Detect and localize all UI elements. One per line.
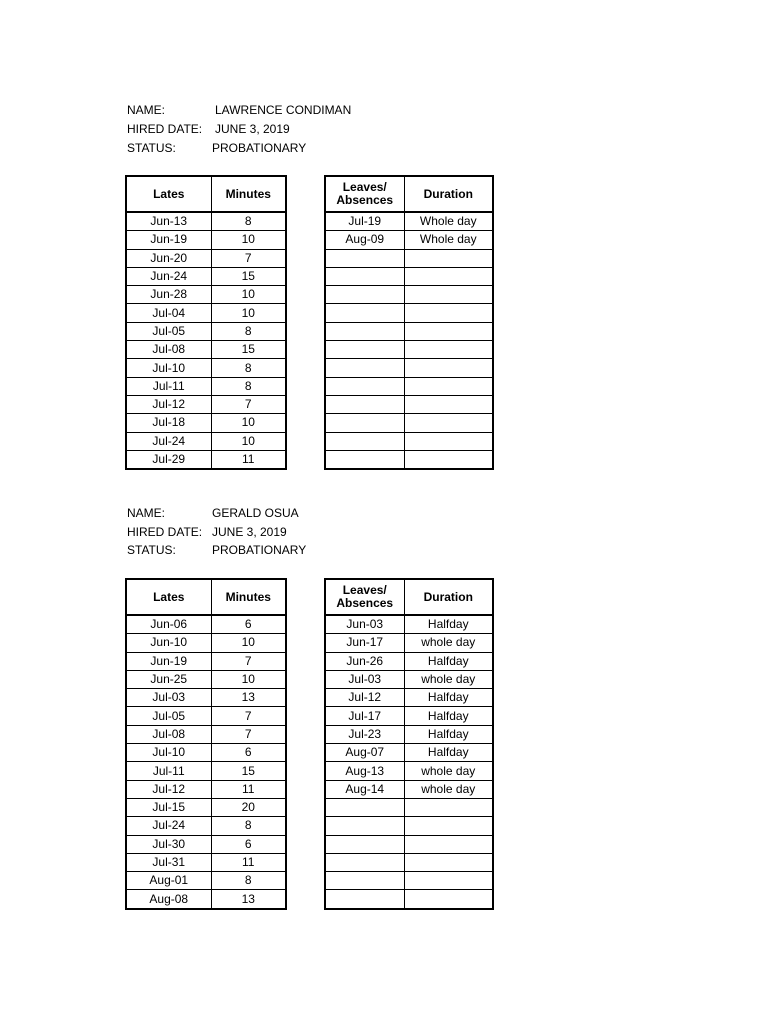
table-row: [126, 432, 286, 450]
table-row: [126, 689, 286, 707]
date-cell: Jul-03: [126, 689, 211, 707]
leaves-table: [324, 578, 494, 910]
hired-date-label: HIRED DATE:: [127, 525, 203, 539]
date-cell: Jul-08: [126, 341, 211, 359]
table-row: [126, 249, 286, 267]
column-header: Duration: [404, 176, 493, 212]
table-row: [126, 286, 286, 304]
date-cell: Jun-26: [325, 652, 404, 670]
name-label: NAME:: [127, 506, 166, 520]
date-cell: Jul-29: [126, 450, 211, 469]
value-cell: Halfday: [404, 615, 493, 634]
value-cell: Whole day: [404, 212, 493, 231]
table-row: [126, 414, 286, 432]
date-cell: [325, 377, 404, 395]
table-row: [325, 670, 493, 688]
value-cell: 10: [211, 634, 286, 652]
value-cell: 15: [211, 267, 286, 285]
date-cell: Jul-18: [126, 414, 211, 432]
value-cell: Halfday: [404, 707, 493, 725]
table-row: [126, 780, 286, 798]
column-header: Minutes: [211, 176, 286, 212]
value-cell: [404, 377, 493, 395]
date-cell: Jun-28: [126, 286, 211, 304]
column-header: Minutes: [211, 579, 286, 615]
date-cell: Jul-12: [126, 395, 211, 413]
date-cell: [325, 359, 404, 377]
date-cell: [325, 341, 404, 359]
date-cell: Jun-20: [126, 249, 211, 267]
value-cell: [404, 286, 493, 304]
value-cell: 8: [211, 377, 286, 395]
date-cell: Jul-23: [325, 725, 404, 743]
table-row: [325, 853, 493, 871]
table-row: [126, 341, 286, 359]
value-cell: [404, 432, 493, 450]
value-cell: Halfday: [404, 652, 493, 670]
hired-date-value: JUNE 3, 2019: [212, 525, 287, 539]
table-row: [126, 872, 286, 890]
value-cell: 7: [211, 652, 286, 670]
value-cell: whole day: [404, 670, 493, 688]
table-row: [126, 231, 286, 249]
date-cell: [325, 286, 404, 304]
value-cell: 8: [211, 359, 286, 377]
value-cell: [404, 450, 493, 469]
table-row: [325, 780, 493, 798]
date-cell: Aug-14: [325, 780, 404, 798]
column-header: Lates: [126, 176, 211, 212]
value-cell: [404, 414, 493, 432]
table-row: [325, 634, 493, 652]
table-row: [325, 835, 493, 853]
table-row: [126, 853, 286, 871]
table-row: [325, 872, 493, 890]
status-value: PROBATIONARY: [212, 141, 307, 155]
date-cell: [325, 395, 404, 413]
employee-name: LAWRENCE CONDIMAN: [215, 103, 352, 117]
table-row: [325, 707, 493, 725]
table-row: [325, 432, 493, 450]
value-cell: [404, 872, 493, 890]
date-cell: Aug-09: [325, 231, 404, 249]
table-row: [126, 450, 286, 469]
value-cell: 7: [211, 725, 286, 743]
date-cell: Aug-01: [126, 872, 211, 890]
date-cell: Jul-17: [325, 707, 404, 725]
status-value: PROBATIONARY: [212, 543, 307, 557]
date-cell: [325, 890, 404, 909]
value-cell: 10: [211, 286, 286, 304]
table-row: [126, 377, 286, 395]
date-cell: Jun-25: [126, 670, 211, 688]
table-row: [325, 744, 493, 762]
date-cell: Aug-07: [325, 744, 404, 762]
value-cell: 6: [211, 835, 286, 853]
date-cell: Jun-19: [126, 231, 211, 249]
column-header: Lates: [126, 579, 211, 615]
date-cell: Jul-12: [126, 780, 211, 798]
column-header: Duration: [404, 579, 493, 615]
value-cell: [404, 853, 493, 871]
hired-date-value: JUNE 3, 2019: [215, 122, 290, 136]
date-cell: Jul-05: [126, 707, 211, 725]
date-cell: Jun-24: [126, 267, 211, 285]
date-cell: [325, 872, 404, 890]
table-row: [126, 725, 286, 743]
table-row: [126, 615, 286, 634]
table-row: [126, 707, 286, 725]
table-header-row: [325, 176, 493, 212]
value-cell: [404, 341, 493, 359]
value-cell: [404, 817, 493, 835]
table-row: [126, 817, 286, 835]
table-row: [325, 286, 493, 304]
date-cell: Jul-10: [126, 744, 211, 762]
table-row: [325, 689, 493, 707]
value-cell: [404, 359, 493, 377]
table-row: [325, 615, 493, 634]
status-label: STATUS:: [127, 141, 176, 155]
table-row: [325, 322, 493, 340]
date-cell: [325, 322, 404, 340]
date-cell: Jul-05: [126, 322, 211, 340]
date-cell: Aug-13: [325, 762, 404, 780]
table-row: [126, 267, 286, 285]
table-row: [126, 798, 286, 816]
column-header: Leaves/ Absences: [325, 579, 404, 615]
value-cell: 7: [211, 395, 286, 413]
value-cell: 7: [211, 707, 286, 725]
table-row: [126, 835, 286, 853]
value-cell: 10: [211, 304, 286, 322]
date-cell: [325, 414, 404, 432]
value-cell: Halfday: [404, 689, 493, 707]
date-cell: Jul-31: [126, 853, 211, 871]
date-cell: Jul-24: [126, 817, 211, 835]
value-cell: 8: [211, 817, 286, 835]
value-cell: 6: [211, 615, 286, 634]
value-cell: [404, 322, 493, 340]
date-cell: Jul-12: [325, 689, 404, 707]
value-cell: [404, 304, 493, 322]
date-cell: Jun-10: [126, 634, 211, 652]
date-cell: Jul-04: [126, 304, 211, 322]
table-row: [325, 212, 493, 231]
value-cell: 11: [211, 780, 286, 798]
date-cell: [325, 798, 404, 816]
value-cell: 11: [211, 853, 286, 871]
table-row: [126, 652, 286, 670]
date-cell: Jun-03: [325, 615, 404, 634]
table-row: [325, 890, 493, 909]
value-cell: [404, 890, 493, 909]
table-row: [325, 249, 493, 267]
date-cell: [325, 267, 404, 285]
table-row: [325, 231, 493, 249]
table-row: [126, 634, 286, 652]
value-cell: whole day: [404, 780, 493, 798]
date-cell: [325, 450, 404, 469]
name-label: NAME:: [127, 103, 166, 117]
table-row: [325, 377, 493, 395]
hired-date-label: HIRED DATE:: [127, 122, 203, 136]
value-cell: [404, 249, 493, 267]
table-row: [126, 890, 286, 909]
value-cell: [404, 835, 493, 853]
table-row: [126, 212, 286, 231]
table-row: [325, 341, 493, 359]
lates-table: [125, 175, 287, 470]
table-row: [325, 450, 493, 469]
date-cell: Jul-30: [126, 835, 211, 853]
value-cell: Halfday: [404, 725, 493, 743]
value-cell: 13: [211, 689, 286, 707]
date-cell: Jul-15: [126, 798, 211, 816]
table-row: [325, 798, 493, 816]
value-cell: 8: [211, 322, 286, 340]
leaves-table: [324, 175, 494, 470]
date-cell: Jun-13: [126, 212, 211, 231]
table-row: [126, 670, 286, 688]
value-cell: [404, 267, 493, 285]
date-cell: Aug-08: [126, 890, 211, 909]
date-cell: Jul-11: [126, 377, 211, 395]
date-cell: Jul-11: [126, 762, 211, 780]
value-cell: 15: [211, 762, 286, 780]
table-row: [325, 395, 493, 413]
lates-table: [125, 578, 287, 910]
table-row: [325, 414, 493, 432]
table-row: [325, 725, 493, 743]
value-cell: Whole day: [404, 231, 493, 249]
date-cell: Jul-03: [325, 670, 404, 688]
value-cell: 10: [211, 670, 286, 688]
value-cell: 10: [211, 231, 286, 249]
value-cell: 8: [211, 212, 286, 231]
date-cell: [325, 835, 404, 853]
value-cell: whole day: [404, 634, 493, 652]
value-cell: [404, 798, 493, 816]
column-header: Leaves/ Absences: [325, 176, 404, 212]
status-label: STATUS:: [127, 543, 176, 557]
date-cell: [325, 817, 404, 835]
table-row: [126, 322, 286, 340]
table-row: [325, 652, 493, 670]
date-cell: Jun-06: [126, 615, 211, 634]
value-cell: whole day: [404, 762, 493, 780]
table-header-row: [325, 579, 493, 615]
table-row: [325, 762, 493, 780]
value-cell: Halfday: [404, 744, 493, 762]
table-row: [325, 267, 493, 285]
date-cell: [325, 853, 404, 871]
value-cell: 10: [211, 432, 286, 450]
table-row: [126, 359, 286, 377]
date-cell: Jun-17: [325, 634, 404, 652]
table-row: [126, 395, 286, 413]
date-cell: Jul-24: [126, 432, 211, 450]
table-row: [325, 359, 493, 377]
table-row: [126, 304, 286, 322]
table-row: [325, 817, 493, 835]
value-cell: 7: [211, 249, 286, 267]
date-cell: Jul-10: [126, 359, 211, 377]
table-row: [126, 762, 286, 780]
value-cell: [404, 395, 493, 413]
date-cell: Jun-19: [126, 652, 211, 670]
value-cell: 8: [211, 872, 286, 890]
value-cell: 10: [211, 414, 286, 432]
value-cell: 13: [211, 890, 286, 909]
table-header-row: [126, 176, 286, 212]
value-cell: 20: [211, 798, 286, 816]
date-cell: [325, 432, 404, 450]
value-cell: 15: [211, 341, 286, 359]
date-cell: Jul-19: [325, 212, 404, 231]
value-cell: 6: [211, 744, 286, 762]
table-header-row: [126, 579, 286, 615]
employee-name: GERALD OSUA: [212, 506, 299, 520]
date-cell: [325, 249, 404, 267]
date-cell: Jul-08: [126, 725, 211, 743]
date-cell: [325, 304, 404, 322]
table-row: [325, 304, 493, 322]
value-cell: 11: [211, 450, 286, 469]
table-row: [126, 744, 286, 762]
